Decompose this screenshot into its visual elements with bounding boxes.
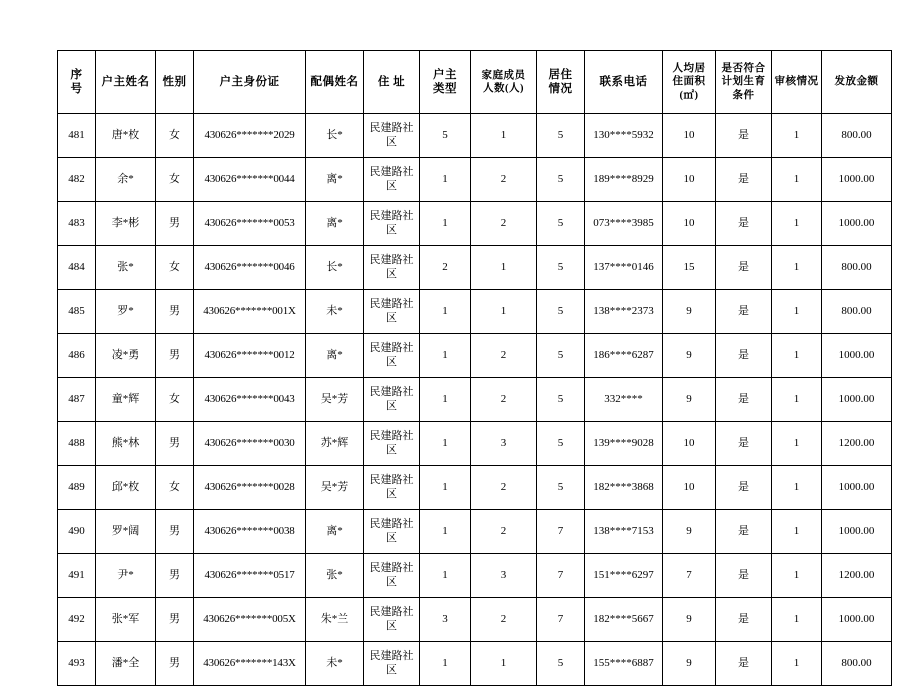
cell-area: 10 [663,158,716,202]
cell-phone: 138****2373 [585,290,663,334]
table-row [58,202,892,246]
cell-family_count: 1 [471,642,537,686]
cell-area: 7 [663,554,716,598]
cell-household_type: 1 [420,554,471,598]
cell-family_count: 2 [471,158,537,202]
cell-seq: 483 [58,202,96,246]
cell-audit: 1 [772,202,822,246]
cell-area: 9 [663,510,716,554]
cell-living: 5 [537,114,585,158]
cell-living: 5 [537,466,585,510]
cell-household_type: 1 [420,642,471,686]
cell-household_type: 5 [420,114,471,158]
cell-amount: 800.00 [822,642,892,686]
cell-amount: 800.00 [822,290,892,334]
cell-amount: 800.00 [822,246,892,290]
header-cell-area: 人均居 住面积 (㎡) [663,51,716,114]
cell-area: 10 [663,466,716,510]
cell-audit: 1 [772,642,822,686]
cell-seq: 490 [58,510,96,554]
cell-audit: 1 [772,554,822,598]
table-row [58,290,892,334]
cell-gender: 女 [156,378,194,422]
cell-family_count: 2 [471,378,537,422]
cell-gender: 男 [156,642,194,686]
cell-audit: 1 [772,510,822,554]
cell-living: 7 [537,510,585,554]
cell-gender: 男 [156,598,194,642]
cell-seq: 481 [58,114,96,158]
cell-phone: 151****6297 [585,554,663,598]
cell-amount: 1000.00 [822,202,892,246]
cell-amount: 1000.00 [822,510,892,554]
cell-address: 民建路社区 [364,510,420,554]
table-container [57,50,879,686]
cell-family_count: 1 [471,114,537,158]
cell-area: 9 [663,598,716,642]
cell-name: 尹* [96,554,156,598]
cell-gender: 男 [156,202,194,246]
header-cell-gender: 性别 [156,51,194,114]
cell-name: 余* [96,158,156,202]
cell-household_type: 1 [420,290,471,334]
cell-gender: 女 [156,114,194,158]
cell-family_plan: 是 [716,202,772,246]
cell-area: 10 [663,114,716,158]
cell-spouse: 苏*辉 [306,422,364,466]
cell-id: 430626*******0053 [194,202,306,246]
cell-address: 民建路社区 [364,378,420,422]
header-cell-name: 户主姓名 [96,51,156,114]
cell-spouse: 未* [306,642,364,686]
cell-name: 潘*全 [96,642,156,686]
cell-name: 凌*勇 [96,334,156,378]
cell-phone: 155****6887 [585,642,663,686]
cell-amount: 1200.00 [822,554,892,598]
header-cell-household-type: 户主 类型 [420,51,471,114]
cell-living: 5 [537,158,585,202]
header-row [58,51,892,114]
cell-audit: 1 [772,290,822,334]
cell-amount: 1000.00 [822,378,892,422]
cell-address: 民建路社区 [364,554,420,598]
table-row [58,554,892,598]
cell-phone: 139****9028 [585,422,663,466]
table-row [58,510,892,554]
cell-area: 10 [663,202,716,246]
cell-gender: 男 [156,554,194,598]
cell-spouse: 吴*芳 [306,378,364,422]
table-body [58,114,892,686]
cell-spouse: 长* [306,114,364,158]
cell-family_count: 2 [471,466,537,510]
table-row [58,334,892,378]
cell-seq: 486 [58,334,96,378]
cell-area: 15 [663,246,716,290]
cell-family_count: 1 [471,290,537,334]
cell-gender: 男 [156,290,194,334]
cell-household_type: 1 [420,422,471,466]
cell-family_plan: 是 [716,466,772,510]
cell-spouse: 离* [306,158,364,202]
cell-spouse: 未* [306,290,364,334]
cell-spouse: 离* [306,510,364,554]
cell-household_type: 1 [420,202,471,246]
cell-family_plan: 是 [716,510,772,554]
header-cell-family-plan: 是否符合 计划生育 条件 [716,51,772,114]
beneficiary-table [57,50,892,686]
table-row [58,158,892,202]
cell-name: 李*彬 [96,202,156,246]
cell-area: 9 [663,290,716,334]
cell-family_count: 2 [471,510,537,554]
cell-family_plan: 是 [716,290,772,334]
cell-area: 9 [663,378,716,422]
header-cell-living: 居住 情况 [537,51,585,114]
cell-id: 430626*******001X [194,290,306,334]
cell-household_type: 1 [420,510,471,554]
table-row [58,422,892,466]
header-cell-seq: 序 号 [58,51,96,114]
cell-amount: 1000.00 [822,598,892,642]
cell-household_type: 1 [420,466,471,510]
cell-family_plan: 是 [716,378,772,422]
cell-gender: 男 [156,334,194,378]
cell-spouse: 长* [306,246,364,290]
cell-gender: 男 [156,510,194,554]
table-row [58,466,892,510]
cell-household_type: 2 [420,246,471,290]
cell-family_count: 2 [471,598,537,642]
cell-id: 430626*******143X [194,642,306,686]
cell-living: 5 [537,246,585,290]
cell-family_count: 3 [471,554,537,598]
cell-gender: 女 [156,158,194,202]
cell-seq: 487 [58,378,96,422]
cell-phone: 186****6287 [585,334,663,378]
cell-living: 5 [537,202,585,246]
cell-phone: 073****3985 [585,202,663,246]
cell-amount: 800.00 [822,114,892,158]
cell-phone: 130****5932 [585,114,663,158]
cell-audit: 1 [772,598,822,642]
cell-household_type: 1 [420,158,471,202]
cell-address: 民建路社区 [364,202,420,246]
cell-family_plan: 是 [716,158,772,202]
cell-family_count: 3 [471,422,537,466]
cell-id: 430626*******0043 [194,378,306,422]
cell-living: 5 [537,290,585,334]
cell-name: 熊*林 [96,422,156,466]
cell-audit: 1 [772,334,822,378]
cell-seq: 485 [58,290,96,334]
cell-family_count: 2 [471,202,537,246]
cell-address: 民建路社区 [364,422,420,466]
cell-id: 430626*******005X [194,598,306,642]
table-row [58,114,892,158]
cell-amount: 1200.00 [822,422,892,466]
cell-living: 5 [537,334,585,378]
header-cell-spouse: 配偶姓名 [306,51,364,114]
cell-id: 430626*******0030 [194,422,306,466]
header-cell-amount: 发放金额 [822,51,892,114]
cell-spouse: 离* [306,334,364,378]
cell-living: 5 [537,642,585,686]
cell-name: 张* [96,246,156,290]
cell-id: 430626*******2029 [194,114,306,158]
cell-amount: 1000.00 [822,334,892,378]
cell-name: 唐*枚 [96,114,156,158]
cell-living: 5 [537,422,585,466]
table-row [58,598,892,642]
cell-family_count: 1 [471,246,537,290]
cell-gender: 女 [156,466,194,510]
cell-audit: 1 [772,246,822,290]
table-row [58,642,892,686]
cell-spouse: 朱*兰 [306,598,364,642]
cell-seq: 489 [58,466,96,510]
cell-family_count: 2 [471,334,537,378]
cell-phone: 182****3868 [585,466,663,510]
cell-spouse: 吴*芳 [306,466,364,510]
cell-living: 7 [537,554,585,598]
header-cell-audit: 审核情况 [772,51,822,114]
cell-gender: 男 [156,422,194,466]
cell-family_plan: 是 [716,642,772,686]
cell-area: 10 [663,422,716,466]
cell-audit: 1 [772,378,822,422]
cell-area: 9 [663,334,716,378]
cell-audit: 1 [772,158,822,202]
cell-seq: 491 [58,554,96,598]
cell-family_plan: 是 [716,334,772,378]
cell-spouse: 离* [306,202,364,246]
cell-audit: 1 [772,114,822,158]
cell-address: 民建路社区 [364,114,420,158]
cell-seq: 482 [58,158,96,202]
cell-amount: 1000.00 [822,158,892,202]
cell-household_type: 1 [420,334,471,378]
cell-family_plan: 是 [716,598,772,642]
cell-seq: 484 [58,246,96,290]
cell-phone: 137****0146 [585,246,663,290]
cell-address: 民建路社区 [364,290,420,334]
cell-seq: 492 [58,598,96,642]
header-cell-family-count: 家庭成员 人数(人) [471,51,537,114]
cell-living: 7 [537,598,585,642]
cell-phone: 182****5667 [585,598,663,642]
cell-phone: 189****8929 [585,158,663,202]
header-cell-address: 住 址 [364,51,420,114]
cell-id: 430626*******0044 [194,158,306,202]
cell-id: 430626*******0046 [194,246,306,290]
cell-audit: 1 [772,422,822,466]
cell-id: 430626*******0028 [194,466,306,510]
cell-family_plan: 是 [716,554,772,598]
cell-spouse: 张* [306,554,364,598]
cell-family_plan: 是 [716,246,772,290]
cell-amount: 1000.00 [822,466,892,510]
cell-id: 430626*******0012 [194,334,306,378]
cell-address: 民建路社区 [364,642,420,686]
cell-family_plan: 是 [716,114,772,158]
cell-name: 邱*枚 [96,466,156,510]
header-cell-id: 户主身份证 [194,51,306,114]
cell-area: 9 [663,642,716,686]
header-cell-phone: 联系电话 [585,51,663,114]
cell-phone: 332**** [585,378,663,422]
cell-address: 民建路社区 [364,246,420,290]
cell-address: 民建路社区 [364,334,420,378]
cell-gender: 女 [156,246,194,290]
cell-id: 430626*******0517 [194,554,306,598]
cell-household_type: 3 [420,598,471,642]
cell-id: 430626*******0038 [194,510,306,554]
table-row [58,378,892,422]
table-row [58,246,892,290]
cell-phone: 138****7153 [585,510,663,554]
cell-name: 童*辉 [96,378,156,422]
cell-living: 5 [537,378,585,422]
cell-name: 罗* [96,290,156,334]
cell-address: 民建路社区 [364,598,420,642]
cell-name: 张*军 [96,598,156,642]
cell-family_plan: 是 [716,422,772,466]
cell-name: 罗*阔 [96,510,156,554]
cell-address: 民建路社区 [364,466,420,510]
cell-seq: 488 [58,422,96,466]
table-header [58,51,892,114]
cell-address: 民建路社区 [364,158,420,202]
cell-audit: 1 [772,466,822,510]
cell-household_type: 1 [420,378,471,422]
cell-seq: 493 [58,642,96,686]
